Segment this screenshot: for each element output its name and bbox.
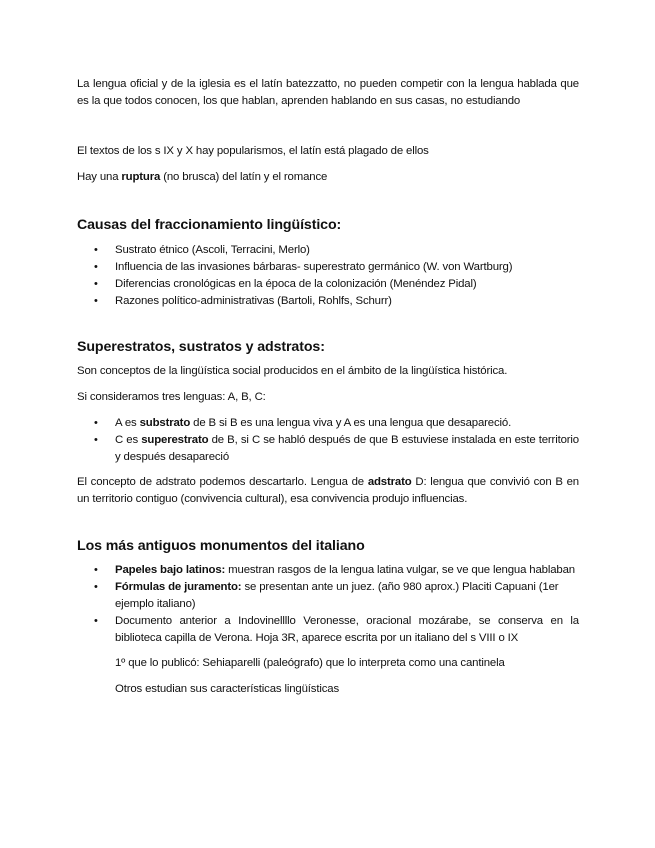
note-otros: Otros estudian sus características lingüísticas <box>115 683 340 695</box>
papeles-bold: Papeles bajo latinos: <box>115 564 226 576</box>
ruptura-pre: Hay una <box>77 171 122 183</box>
papeles-text: muestran rasgos de la lengua latina vulgar, se ve que lengua hablaban <box>225 564 575 576</box>
bullet-icon: • <box>94 434 98 446</box>
intro-line-popularismos: El textos de los s IX y X hay popularismos, el latín está plagado de ellos <box>77 145 429 157</box>
bullet-icon: • <box>94 564 98 576</box>
bullet-icon: • <box>94 261 98 273</box>
adstrato-post: D: lengua que convivió con B en un territorio contiguo (convivencia cultural), esa convivencia produjo influencias. <box>77 476 579 505</box>
substrato-bold: substrato <box>139 417 191 429</box>
intro-line-ruptura <box>77 169 579 186</box>
bullet-icon: • <box>94 417 98 429</box>
estratos-three-languages: Si consideramos tres lenguas: A, B, C: <box>77 391 266 403</box>
list-item <box>77 579 579 613</box>
list-item-text: Sustrato étnico (Ascoli, Terracini, Merlo) <box>115 244 310 256</box>
estratos-definition: Son conceptos de la lingüística social producidos en el ámbito de la lingüística histórica. <box>77 365 508 377</box>
heading-estratos: Superestratos, sustratos y adstratos: <box>77 339 325 355</box>
list-item-text: Diferencias cronológicas en la época de la colonización (Menéndez Pidal) <box>115 278 477 290</box>
ruptura-post: (no brusca) del latín y el romance <box>160 171 328 183</box>
documento-text: Documento anterior a Indovinellllo Veronesse, oracional mozárabe, se conserva en la biblioteca capilla de Verona. Hoja 3R, aparece escrita por un italiano del s VIII o IX <box>115 615 579 644</box>
formulas-text: se presentan ante un juez. (año 980 aprox.) Placiti Capuani (1er ejemplo italiano) <box>115 581 559 610</box>
list-item <box>77 415 579 432</box>
adstrato-pre: El concepto de adstrato podemos descartarlo. Lengua de <box>77 476 368 488</box>
list-item-text: Influencia de las invasiones bárbaras- superestrato germánico (W. von Wartburg) <box>115 261 513 273</box>
formulas-bold: Fórmulas de juramento: <box>115 581 242 593</box>
superestrato-bold: superestrato <box>141 434 209 446</box>
list-item <box>77 276 579 293</box>
monumentos-list <box>77 562 579 647</box>
superestrato-post: de B, si C se habló después de que B estuviese instalada en este territorio y después desapareció <box>115 434 579 463</box>
bullet-icon: • <box>94 615 98 627</box>
causas-list <box>77 242 579 310</box>
estratos-list <box>77 415 579 466</box>
substrato-post: de B si B es una lengua viva y A es una lengua que desapareció. <box>190 417 512 429</box>
heading-causas: Causas del fraccionamiento lingüístico: <box>77 217 342 233</box>
bullet-icon: • <box>94 244 98 256</box>
ruptura-bold: ruptura <box>121 171 161 183</box>
list-item <box>77 613 579 647</box>
list-item <box>77 293 579 310</box>
intro-paragraph: La lengua oficial y de la iglesia es el latín batezzatto, no pueden competir con la lengua hablada que es la que todos conocen, los que hablan, aprenden hablando en sus casas, no estudiando <box>77 78 579 107</box>
list-item <box>77 432 579 466</box>
adstrato-bold: adstrato <box>367 476 412 488</box>
heading-monumentos: Los más antiguos monumentos del italiano <box>77 538 365 554</box>
list-item <box>77 259 579 276</box>
bullet-icon: • <box>94 278 98 290</box>
document-page <box>77 76 579 698</box>
note-publicacion: 1º que lo publicó: Sehiaparelli (paleógrafo) que lo interpreta como una cantinela <box>115 657 505 669</box>
list-item-text: Razones político-administrativas (Bartoli, Rohlfs, Schurr) <box>115 295 392 307</box>
substrato-pre: A es <box>115 417 140 429</box>
bullet-icon: • <box>94 581 98 593</box>
list-item <box>77 242 579 259</box>
superestrato-pre: C es <box>115 434 142 446</box>
adstrato-paragraph <box>77 474 579 508</box>
bullet-icon: • <box>94 295 98 307</box>
list-item <box>77 562 579 579</box>
